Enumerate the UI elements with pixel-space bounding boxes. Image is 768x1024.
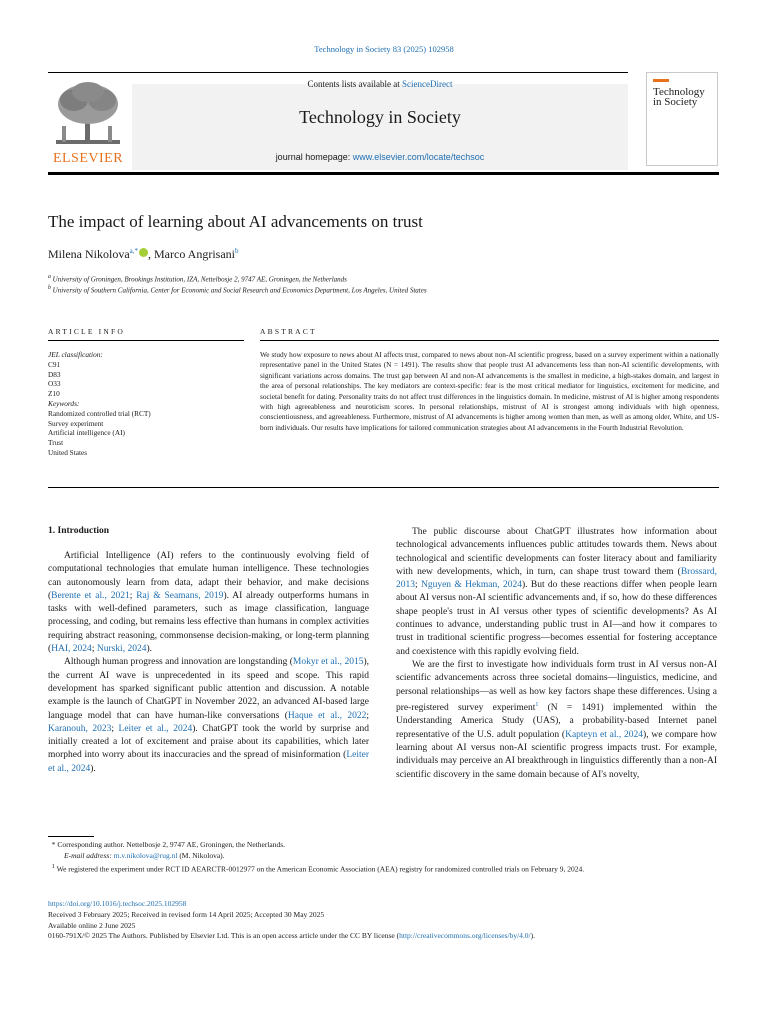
footnote-text: We registered the experiment under RCT ID AEARCTR-0012977 on the American Economic Association (AEA) registry for randomized controlled trials on February 9, 2024. [54,864,585,874]
citation-link[interactable]: Raj & Seamans, 2019 [136,590,224,601]
body-text: ; [129,590,137,601]
body-text: ), the current AI wave is unprecedented in its speed and scope. This rapid development has sparked significant public attention and discussion. A notable example is the launch of ChatGPT in November 2022, an advanced AI-based large language model that can have human-like conversations ( [48,657,369,721]
doi-link[interactable]: https://doi.org/10.1016/j.techsoc.2025.102958 [48,899,187,908]
author-separator: , [148,247,155,261]
affiliation-text: University of Groningen, Brookings Institution, IZA, Nettelbosje 2, 9747 AE, Groningen, the Netherlands [52,275,347,284]
article-info-heading: ARTICLE INFO [48,327,125,336]
abstract-rule [260,340,719,341]
body-paragraph [396,526,717,659]
email-label: E-mail address: [64,850,114,860]
abstract-bottom-rule [48,487,719,488]
journal-title: Technology in Society [299,107,461,127]
abstract-text: We study how exposure to news about AI affects trust, compared to news about non-AI scientific progress, based on a survey experiment within a nationally representative panel in the United States (N = 1491). The results show that people trust AI advancements less than non-AI scientific developments, with significant variations across domains. The trust gap between AI and non-AI advancements is the smallest in medicine, a high-stakes domain, and largest in the area of personal relationships. The key mediators are context-specific: fear is the most critical mediator for linguistics, excitement for medicine, and societal benefit for dating. Personality traits do not affect trust differences in the linguistics domain. In medicine, mistrust of AI is higher among respondents with high agreeableness and neuroticism scores. In personal relationships, mistrust of AI is strongest among individuals with high openness, conscientiousness, and agreeableness. Furthermore, mistrust of AI advancements is higher among women than men, as well as among older, White, and US-born individuals. Our results have implications for tailored communication strategies about AI advancements in the Fourth Industrial Revolution. [260,350,719,432]
citation-link[interactable]: Karanouh, 2023 [48,723,112,734]
header-top-rule [48,72,628,73]
affiliation-text: University of Southern California, Center for Economic and Social Research and Economics Department, Los Angeles, United States [52,286,427,295]
email-suffix: (M. Nikolova). [177,850,225,860]
body-text: ). AI already outperforms humans in tasks with well-defined parameters, such as image classification, language processing, and coding, but remains less effective than humans in complex activities requiring abstract reasoning, commonsense decision-making, or long-term planning ( [48,590,369,655]
header-bottom-rule [48,172,719,175]
license-line [48,931,728,942]
footnotes [48,840,719,875]
license-text: 0160-791X/© 2025 The Authors. Published by Elsevier Ltd. This is an open access article under the CC BY license ( [48,931,400,941]
body-text: ). [146,644,152,655]
keywords-label: Keywords: [48,398,80,408]
body-column-right [396,526,717,782]
body-text: ). ChatGPT took the world by surprise and initially created a lot of excitement and praise about its capabilities, which later morphed into worry about its inaccuracies and the spread of misinformation ( [48,723,370,761]
abstract-heading: ABSTRACT [260,327,317,336]
citation-link[interactable]: Berente et al., 2021 [51,590,130,601]
footnote-mark: * [51,840,56,849]
contents-available-line [180,79,580,89]
article-history: Received 3 February 2025; Received in revised form 14 April 2025; Accepted 30 May 2025 [48,909,325,919]
body-text: ; [91,644,97,655]
article-title: The impact of learning about AI advancements on trust [48,212,423,231]
journal-homepage-link[interactable]: www.elsevier.com/locate/techsoc [352,152,485,162]
body-text: ; [415,580,421,591]
body-paragraph [48,656,369,776]
jel-code: C91 [48,359,61,369]
footnote-text: Corresponding author. Nettelbosje 2, 9747 AE, Groningen, the Netherlands. [55,840,286,849]
body-text: ; [111,723,119,734]
cover-accent-bar [653,79,669,82]
body-text: ), we compare how learning about AI versus non-AI scientific progress impacts trust. For example, individuals may perceive an AI breakthrough in linguistics differently than a non-AI scientific discovery in the same domain because of AI's novelty, [396,729,718,780]
author-name[interactable]: Milena Nikolova [48,247,130,261]
corresponding-author-note [48,840,719,851]
footnote-mark: 1 [51,862,55,870]
elsevier-wordmark: ELSEVIER [52,151,124,166]
jel-code: Z10 [48,389,60,399]
citation-link[interactable]: Haque et al., 2022 [287,710,367,721]
affiliation-marker: a [48,274,51,280]
journal-cover-thumbnail[interactable] [646,72,718,166]
affiliation-b [48,285,427,294]
homepage-prefix: journal homepage: [275,152,353,162]
body-text: ). [90,763,96,774]
citation-link[interactable]: Leiter et al., 2024 [48,750,369,774]
cover-title: Technology in Society [653,86,705,108]
footnote-marker[interactable]: 1 [535,701,539,708]
article-info-rule [48,340,244,341]
available-online: Available online 2 June 2025 [48,920,136,930]
jel-code: D83 [48,369,61,379]
email-note [48,851,719,862]
body-paragraph [396,659,717,782]
sciencedirect-link[interactable]: ScienceDirect [402,79,453,89]
keyword: United States [48,447,88,457]
body-text: ; [366,710,369,721]
license-text: ). [530,931,536,941]
author-affiliation-marker[interactable]: b [235,247,239,255]
citation-link[interactable]: Leiter et al., 2024 [118,723,193,734]
footnote-1 [48,862,719,875]
keyword: Artificial intelligence (AI) [48,428,125,438]
citation-link[interactable]: HAI, 2024 [51,644,92,655]
keyword: Randomized controlled trial (RCT) [48,408,151,418]
email-link[interactable]: m.v.nikolova@rug.nl [113,850,178,860]
affiliation-marker: b [48,285,51,291]
jel-code: O33 [48,379,61,389]
citation-link[interactable]: Nurski, 2024 [96,644,147,655]
citation-link[interactable]: Nguyen & Hekman, 2024 [420,580,522,591]
journal-citation-link[interactable]: Technology in Society 83 (2025) 102958 [314,44,454,54]
citation-link[interactable]: Mokyr et al., 2015 [292,657,364,668]
body-text: The public discourse about ChatGPT illustrates how information about technological advancements influences public attitudes towards them. News about technological and scientific developments can foster literacy about and familiarity with new developments, which, in turn, can shape trust toward them ( [396,527,717,577]
body-text: (N = 1491) implemented within the Understanding America Study (UAS), a probability-based Internet panel representative of the U.S. adult population ( [396,703,718,740]
keyword: Survey experiment [48,418,104,428]
keyword: Trust [48,438,64,448]
author-list [48,247,239,262]
author-affiliation-marker[interactable]: a,* [129,247,139,255]
body-text: Although human progress and innovation are longstanding ( [64,657,293,668]
journal-homepage-line [180,152,580,162]
article-metadata [48,899,728,942]
body-text: ). But do these reactions differ when people learn about AI versus non-AI scientific advancements and, if so, how do these differences shape people's trust in AI versus other types of scientific developments? As AI continues to advance, understanding public trust in AI—and how it compares to trust in traditional scientific progress—becomes essential for fostering acceptance and coexistence with this rapidly evolving field. [396,580,717,657]
section-heading-introduction: 1. Introduction [48,526,110,536]
body-column-left [48,550,369,776]
contents-prefix: Contents lists available at [307,79,402,89]
orcid-icon[interactable] [139,248,148,257]
body-paragraph [48,550,369,656]
jel-label: JEL classification: [48,350,103,359]
body-text: Artificial Intelligence (AI) refers to the continuously evolving field of computational technologies that emulate human intelligence. These technologies can autonomously learn from data, adapt their behavior, and make decisions ( [48,551,369,601]
affiliation-a [48,274,347,283]
citation-link[interactable]: Brossard, 2013 [396,566,717,591]
footnote-rule [48,836,94,837]
body-text: We are the first to investigate how individuals form trust in AI versus non-AI scientific advancements across three societal domains—linguistics, medicine, and personal relationships—as well as how key factors shape these differences. Using a pre-registered survey experiment [396,659,717,714]
author-name[interactable]: Marco Angrisani [154,247,235,261]
license-link[interactable]: http://creativecommons.org/licenses/by/4.0/ [399,931,531,941]
citation-link[interactable]: Kapteyn et al., 2024 [565,729,644,740]
article-info-list [48,350,244,458]
